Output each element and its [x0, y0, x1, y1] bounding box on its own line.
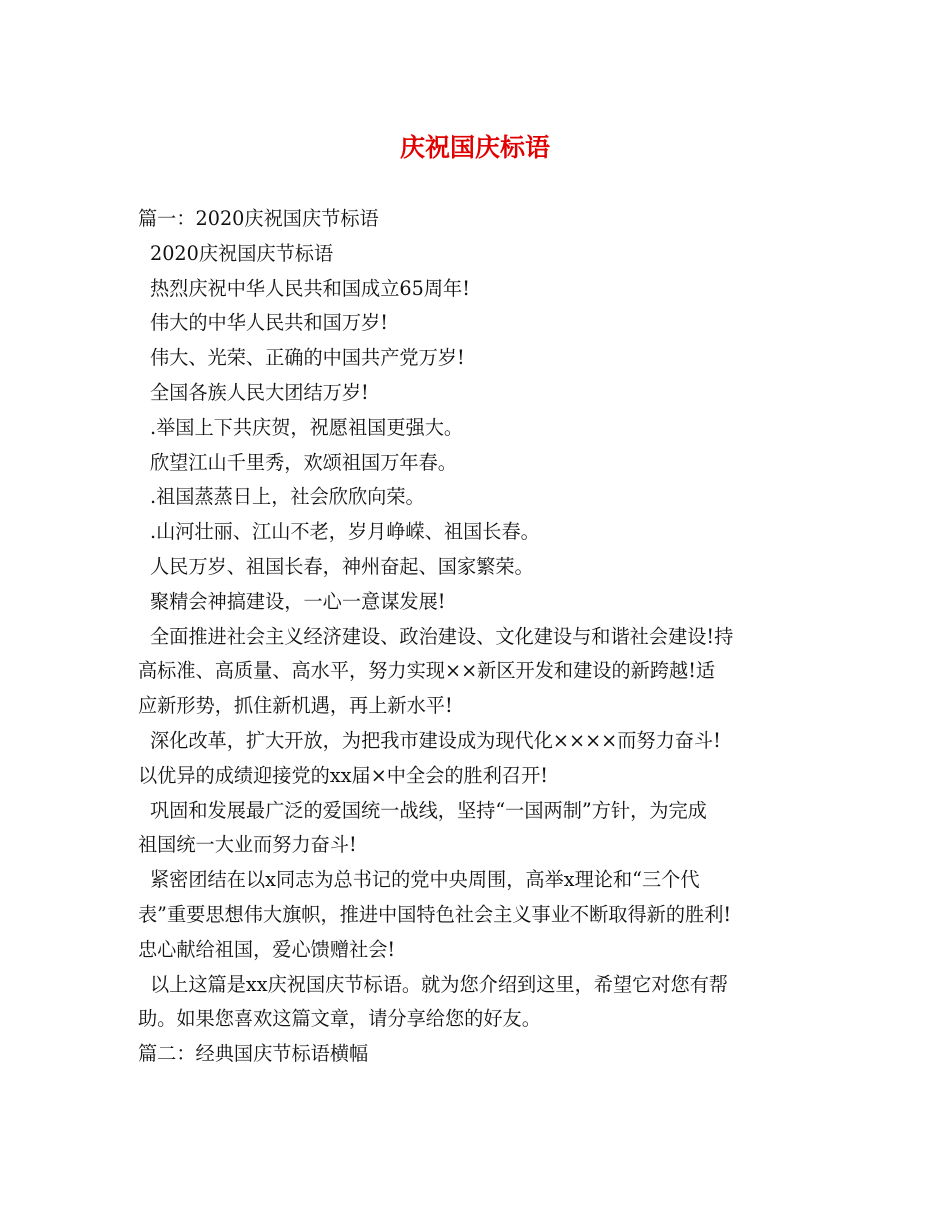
- text-line: 助。如果您喜欢这篇文章，请分享给您的好友。: [138, 1007, 541, 1031]
- text-line: 人民万岁、祖国长春，神州奋起、国家繁荣。: [150, 554, 534, 578]
- section-heading: 篇一：2020庆祝国庆节标语: [138, 207, 379, 230]
- text-line: 热烈庆祝中华人民共和国成立65周年!: [150, 276, 470, 300]
- document-body: [138, 202, 818, 1072]
- text-line: .举国上下共庆贺，祝愿祖国更强大。: [150, 415, 464, 439]
- text-line: 全面推进社会主义经济建设、政治建设、文化建设与和谐社会建设!持: [150, 624, 734, 648]
- document-title: 庆祝国庆标语: [399, 133, 550, 162]
- text-line: 紧密团结在以x同志为总书记的党中央周围，高举x理论和“三个代: [150, 868, 700, 892]
- text-line: 以优异的成绩迎接党的xx届×中全会的胜利召开!: [138, 763, 548, 787]
- text-line: 表”重要思想伟大旗帜，推进中国特色社会主义事业不断取得新的胜利!: [138, 902, 732, 926]
- text-line: 巩固和发展最广泛的爱国统一战线，坚持“一国两制”方针，为完成: [150, 798, 707, 822]
- text-line: 全国各族人民大团结万岁!: [150, 380, 369, 404]
- text-line: .祖国蒸蒸日上，社会欣欣向荣。: [150, 485, 425, 509]
- text-line: 高标准、高质量、高水平，努力实现××新区开发和建设的新跨越!适: [138, 659, 716, 683]
- text-line: 聚精会神搞建设，一心一意谋发展!: [150, 589, 446, 613]
- text-line: 2020庆祝国庆节标语: [150, 241, 334, 265]
- section-heading: 篇二：经典国庆节标语横幅: [138, 1042, 369, 1066]
- text-line: 伟大、光荣、正确的中国共产党万岁!: [150, 346, 465, 370]
- text-line: 忠心献给祖国，爱心馈赠社会!: [138, 937, 396, 961]
- text-line: 欣望江山千里秀，欢颂祖国万年春。: [150, 450, 457, 474]
- text-line: 深化改革，扩大开放，为把我市建设成为现代化××××而努力奋斗!: [150, 728, 721, 752]
- text-line: 伟大的中华人民共和国万岁!: [150, 311, 388, 335]
- text-line: .山河壮丽、江山不老，岁月峥嵘、祖国长春。: [150, 520, 540, 544]
- text-line: 应新形势，抓住新机遇，再上新水平!: [138, 694, 453, 718]
- text-line: 祖国统一大业而努力奋斗!: [138, 833, 357, 857]
- text-line: 以上这篇是xx庆祝国庆节标语。就为您介绍到这里，希望它对您有帮: [150, 972, 729, 996]
